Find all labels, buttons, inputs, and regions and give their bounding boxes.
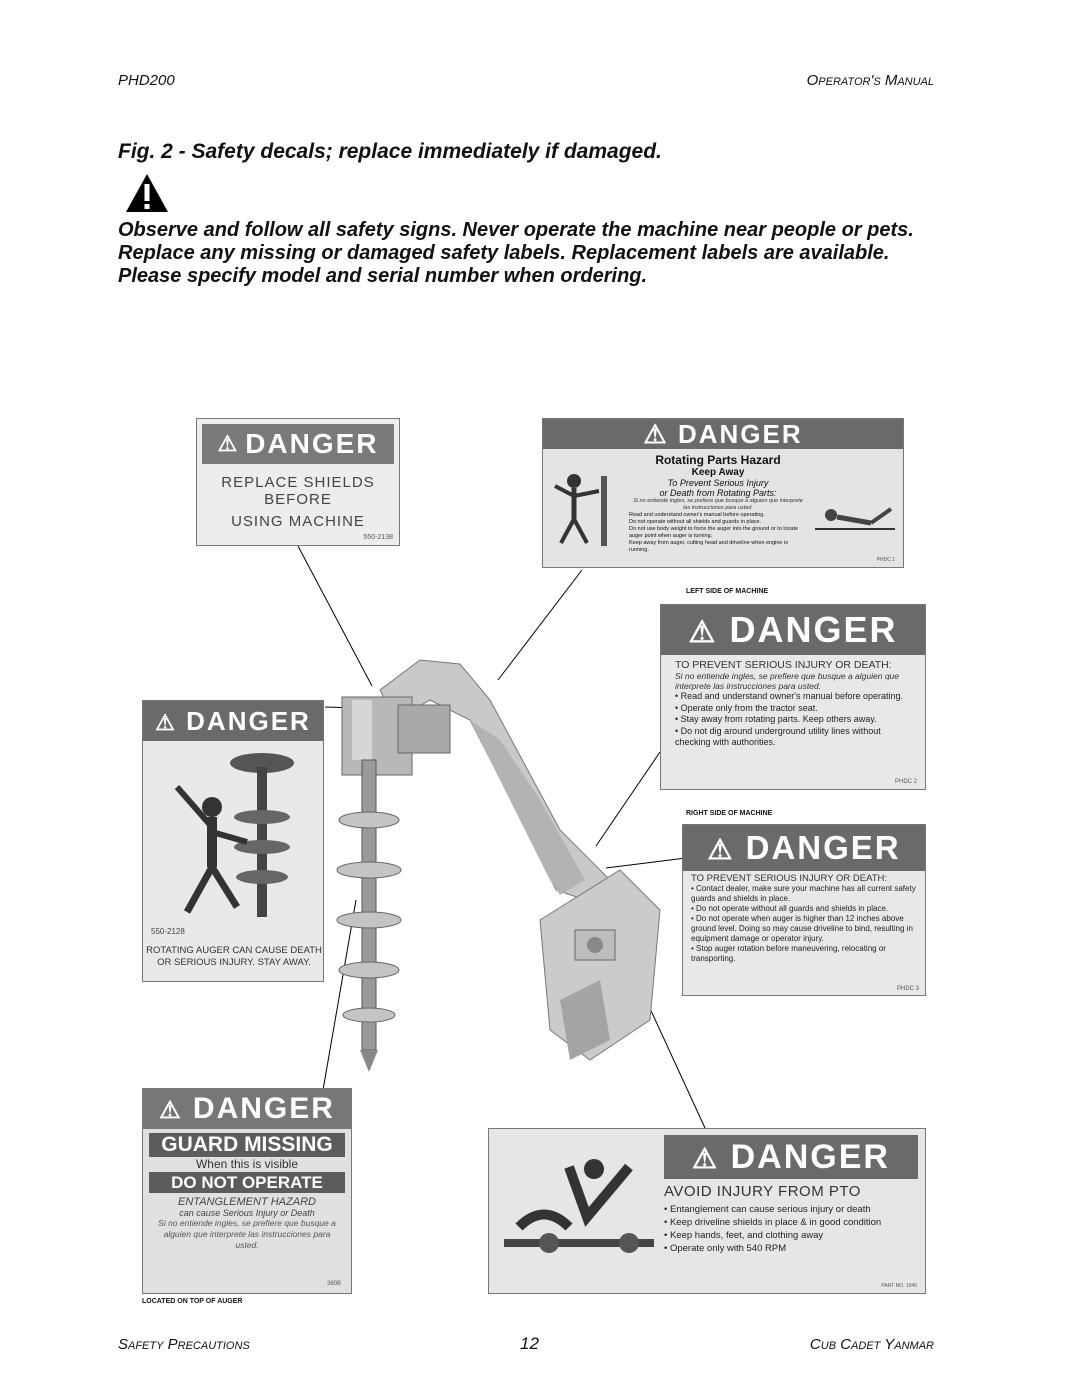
bullet-text: Stop auger rotation before maneuvering, relocating or transporting.	[691, 944, 886, 963]
bullet-item: • Do not dig around underground utility lines without checking with authorities.	[675, 725, 881, 747]
decal-title: AVOID INJURY FROM PTO	[664, 1183, 861, 1200]
part-number: PART NO. 1046	[881, 1283, 917, 1289]
part-number: 380B	[326, 1281, 341, 1287]
part-number: 550-2138	[363, 534, 393, 541]
caption-left-side: LEFT SIDE OF MACHINE	[686, 588, 769, 595]
warning-triangle-icon: ⚠	[155, 710, 177, 735]
decal-title: Rotating Parts Hazard	[655, 453, 781, 467]
figure-title: Fig. 2 - Safety decals; replace immediately if damaged.	[118, 140, 662, 163]
pulled-in-figure-icon	[811, 489, 899, 539]
bullet-text: Operate only with 540 RPM	[669, 1243, 787, 1254]
danger-banner	[683, 825, 925, 871]
bullet-item: Read and understand owner's manual before operating.	[629, 512, 765, 518]
danger-heading: DANGER	[192, 1092, 335, 1125]
danger-banner	[143, 701, 323, 741]
spanish-text: Si no entiende ingles, se prefiere que busque a alguien que interprete las instrucciones para usted.	[158, 1218, 336, 1250]
danger-banner	[661, 605, 925, 655]
decal-line: OR SERIOUS INJURY. STAY AWAY.	[157, 957, 311, 968]
decal-body	[661, 655, 925, 749]
header-model: PHD200	[118, 72, 175, 89]
bullet-item: • Read and understand owner's manual before operating.	[675, 691, 904, 701]
bullet-item: • Do not operate when auger is higher than 12 inches above ground level. Doing so may cause driveline to bind, resulting in equipment damage or operator injury.	[691, 914, 913, 943]
bullet-text: Do not operate when auger is higher than 12 inches above ground level. Doing so may cause driveline to bind, resulting in equipment damage or operator injury.	[691, 914, 913, 943]
spanish-text: Si no entiende ingles, se prefiere que busque a alguien que interprete las instrucciones para usted.	[633, 498, 803, 511]
bullet-text: Keep driveline shields in place & in good condition	[669, 1217, 882, 1228]
warning-triangle-icon: ⚠	[692, 1143, 720, 1174]
bullet-text: Read and understand owner's manual before operating.	[680, 691, 904, 701]
bullet-list	[691, 884, 919, 964]
bullet-text: Do not dig around underground utility lines without checking with authorities.	[675, 725, 881, 747]
bullet-item: • Contact dealer, make sure your machine has all current safety guards and shields in place.	[691, 884, 916, 903]
decal-pto	[488, 1128, 926, 1294]
danger-banner	[664, 1135, 918, 1179]
danger-banner	[202, 424, 394, 464]
bullet-list	[675, 691, 917, 749]
bullet-item: Do not operate without all shields and guards in place.	[629, 519, 762, 525]
warning-triangle-icon: ⚠	[159, 1097, 183, 1124]
decal-subtitle: To Prevent Serious Injury	[667, 478, 769, 488]
footer-brand: Cub Cadet Yanmar	[809, 1336, 934, 1353]
danger-heading: DANGER	[677, 419, 803, 449]
danger-heading: DANGER	[729, 609, 898, 650]
header-manual: Operator's Manual	[806, 72, 934, 89]
part-number: 550-2128	[151, 927, 185, 936]
bullet-text: Contact dealer, make sure your machine has all current safety guards and shields in place.	[691, 884, 916, 903]
do-not-operate-banner: DO NOT OPERATE	[149, 1172, 345, 1193]
auger-victim-icon	[157, 747, 313, 927]
footer-section: Safety Precautions	[118, 1336, 250, 1353]
part-number: PHDC 3	[896, 986, 919, 992]
decal-title: TO PREVENT SERIOUS INJURY OR DEATH:	[691, 873, 888, 884]
decal-body	[629, 453, 807, 554]
decal-subtitle: Keep Away	[691, 467, 745, 478]
danger-banner	[143, 1089, 351, 1129]
danger-heading: DANGER	[245, 428, 379, 459]
bullet-item: • Entanglement can cause serious injury or death	[664, 1204, 871, 1215]
decal-rotating-parts	[542, 418, 904, 568]
guard-missing-banner: GUARD MISSING	[149, 1133, 345, 1157]
decal-subtitle: or Death from Rotating Parts:	[659, 488, 777, 498]
decal-replace-shields	[196, 418, 400, 546]
decal-body	[683, 871, 925, 964]
caption-top-of-auger: LOCATED ON TOP OF AUGER	[142, 1298, 243, 1305]
pto-entanglement-icon	[499, 1147, 659, 1277]
decal-line: ROTATING AUGER CAN CAUSE DEATH	[146, 945, 322, 956]
decal-title: TO PREVENT SERIOUS INJURY OR DEATH:	[675, 659, 892, 671]
bullet-item: • Operate only with 540 RPM	[664, 1243, 787, 1254]
warning-triangle-icon: ⚠	[707, 834, 735, 865]
warning-triangle-icon: ⚠	[217, 431, 240, 456]
decal-line: When this is visible	[195, 1157, 299, 1171]
page-number: 12	[520, 1334, 539, 1353]
bullet-text: Do not operate without all guards and shields in place.	[696, 904, 889, 913]
bullet-item: • Stay away from rotating parts. Keep others away.	[675, 714, 877, 724]
danger-heading: DANGER	[186, 706, 311, 736]
bullet-text: Stay away from rotating parts. Keep others away.	[680, 714, 877, 724]
decal-line: ENTANGLEMENT HAZARD	[178, 1196, 316, 1208]
leader-lines	[298, 546, 705, 1128]
warning-triangle-icon: ⚠	[688, 616, 718, 649]
decal-line: can cause Serious Injury or Death	[179, 1208, 315, 1218]
bullet-item: Do not use body weight to force the auger into the ground or to locate auger point when auger is turning.	[629, 526, 799, 539]
warning-triangle-icon: ⚠	[643, 419, 669, 449]
entanglement-figure-icon	[549, 461, 619, 551]
bullet-item: Keep away from auger, cutting head and driveline when engine is running.	[629, 540, 788, 553]
figure-intro: Observe and follow all safety signs. Never operate the machine near people or pets. Replace any missing or damaged safety labels. Replacement labels are available. Please specify model and serial number when ordering.	[118, 219, 914, 287]
decal-guard-missing	[142, 1088, 352, 1294]
bullet-item: • Keep hands, feet, and clothing away	[664, 1230, 824, 1241]
bullet-item: • Do not operate without all guards and shields in place.	[691, 904, 889, 913]
bullet-text: Operate only from the tractor seat.	[680, 702, 818, 713]
decal-right-side	[682, 824, 926, 996]
bullet-item: • Stop auger rotation before maneuvering, relocating or transporting.	[691, 944, 886, 963]
part-number: PHDC 2	[894, 779, 917, 785]
decal-rotating-auger	[142, 700, 324, 982]
caption-right-side: RIGHT SIDE OF MACHINE	[686, 810, 773, 817]
bullet-list	[629, 512, 807, 554]
decal-text: USING MACHINE	[231, 513, 365, 530]
decal-text: REPLACE SHIELDS BEFORE	[221, 474, 375, 508]
part-number: PHDC 1	[876, 557, 895, 563]
decal-text	[143, 945, 324, 969]
bullet-item: • Keep driveline shields in place & in good condition	[664, 1217, 882, 1228]
bullet-list	[664, 1203, 918, 1255]
spanish-text: Si no entiende ingles, se prefiere que busque a alguien que interprete las instrucciones para usted.	[675, 671, 900, 691]
danger-heading: DANGER	[745, 829, 901, 866]
bullet-item: • Operate only from the tractor seat.	[675, 702, 818, 713]
decal-left-side	[660, 604, 926, 790]
danger-heading: DANGER	[730, 1138, 890, 1176]
bullet-text: Entanglement can cause serious injury or death	[669, 1204, 871, 1215]
bullet-text: Keep hands, feet, and clothing away	[669, 1230, 824, 1241]
decal-body	[664, 1183, 918, 1255]
danger-banner	[543, 419, 903, 449]
